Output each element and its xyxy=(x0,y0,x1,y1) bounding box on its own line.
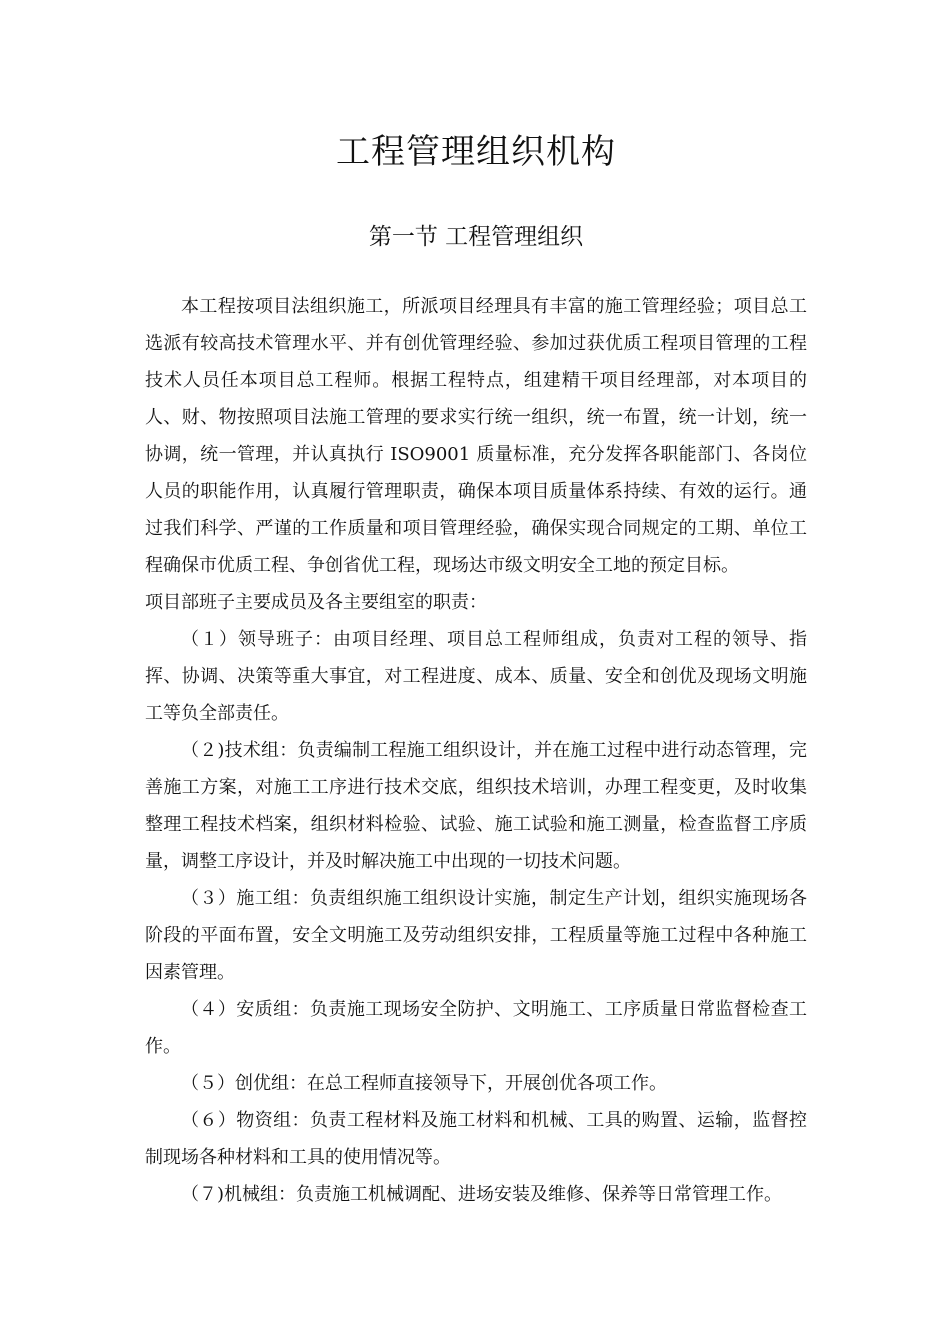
duty-item-machinery: （７)机械组：负责施工机械调配、进场安装及维修、保养等日常管理工作。 xyxy=(181,1184,783,1205)
duty-item-technical: （２)技术组：负责编制工程施工组织设计，并在施工过程中进行动态管理，完善施工方案，对施工工序进行技术交底，组织技术培训，办理工程变更，及时收集整理工程技术档案，组织材料检验、试验、施工试验和施工测量，检查监督工序质量，调整工序设计，并及时解决施工中出现的一切技术问题。 xyxy=(145,740,807,872)
duty-item-construction: （３）施工组：负责组织施工组织设计实施，制定生产计划，组织实施现场各阶段的平面布置，安全文明施工及劳动组织安排，工程质量等施工过程中各种施工因素管理。 xyxy=(145,888,807,983)
intro-paragraph: 本工程按项目法组织施工，所派项目经理具有丰富的施工管理经验；项目总工选派有较高技术管理水平、并有创优管理经验、参加过获优质工程项目管理的工程技术人员任本项目总工程师。根据工程特点，组建精干项目经理部，对本项目的人、财、物按照项目法施工管理的要求实行统一组织，统一布置，统一计划，统一协调，统一管理，并认真执行 ISO9001 质量标准，充分发挥各职能部门、各岗位人员的职能作用，认真履行管理职责，确保本项目质量体系持续、有效的运行。通过我们科学、严谨的工作质量和项目管理经验，确保实现合同规定的工期、单位工程确保市优质工程、争创省优工程，现场达市级文明安全工地的预定目标。 xyxy=(145,296,807,576)
duty-item-materials: （６）物资组：负责工程材料及施工材料和机械、工具的购置、运输，监督控制现场各种材料和工具的使用情况等。 xyxy=(145,1110,807,1168)
duty-item-leadership: （１）领导班子：由项目经理、项目总工程师组成，负责对工程的领导、指挥、协调、决策等重大事宜，对工程进度、成本、质量、安全和创优及现场文明施工等负全部责任。 xyxy=(145,629,807,724)
section-title: 第一节 工程管理组织 xyxy=(368,224,584,250)
responsibilities-lead-in: 项目部班子主要成员及各主要组室的职责： xyxy=(145,592,487,613)
document-body xyxy=(145,288,807,1213)
duty-item-excellence: （５）创优组：在总工程师直接领导下，开展创优各项工作。 xyxy=(181,1073,667,1094)
document-title: 工程管理组织机构 xyxy=(336,132,616,172)
duty-item-safety-quality: （４）安质组：负责施工现场安全防护、文明施工、工序质量日常监督检查工作。 xyxy=(145,999,807,1057)
